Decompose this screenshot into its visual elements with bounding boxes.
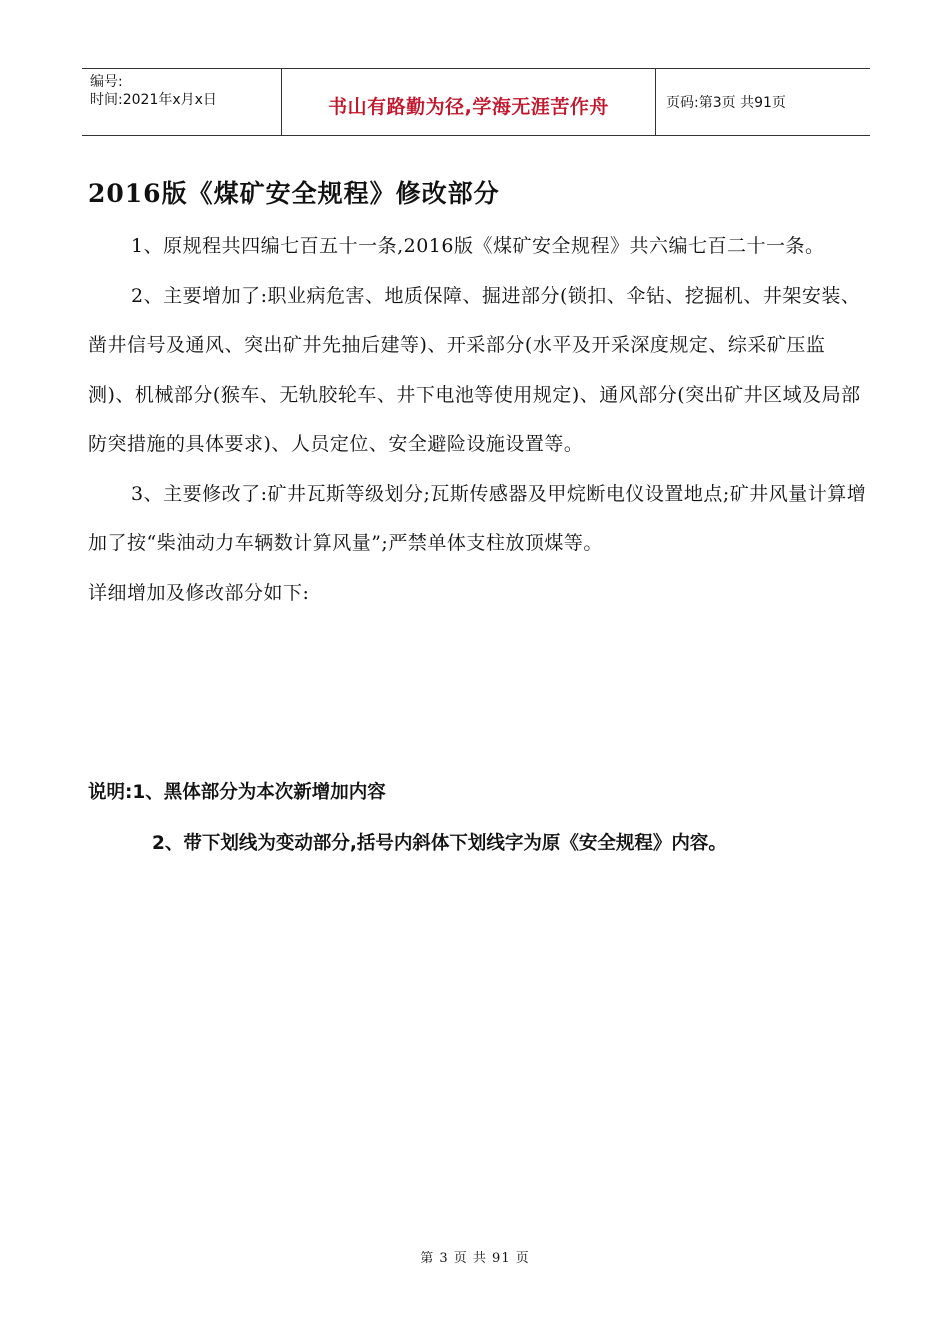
paragraph-4: 详细增加及修改部分如下: — [88, 581, 310, 604]
header-page-info: 页码:第3页 共91页 — [666, 95, 786, 111]
page-footer: 第 3 页 共 91 页 — [420, 1251, 530, 1266]
header-time: 时间:2021年x月x日 — [90, 92, 217, 108]
header-motto: 书山有路勤为径,学海无涯苦作舟 — [328, 95, 609, 118]
paragraph-3: 3、主要修改了:矿井瓦斯等级划分;瓦斯传感器及甲烷断电仪设置地点;矿井风量计算增加了按“柴油动力车辆数计算风量”;严禁单体支柱放顶煤等。 — [88, 482, 867, 554]
note-1: 说明:1、黑体部分为本次新增加内容 — [88, 782, 386, 803]
header-table — [82, 68, 870, 136]
paragraph-2: 2、主要增加了:职业病危害、地质保障、掘进部分(锁扣、伞钻、挖掘机、井架安装、凿井信号及通风、突出矿井先抽后建等)、开采部分(水平及开采深度规定、综采矿压监测)、机械部分(猴车、无轨胶轮车、井下电池等使用规定)、通风部分(突出矿井区域及局部防突措施的具体要求)、人员定位、安全避险设施设置等。 — [88, 284, 861, 455]
header-page-cell — [656, 69, 870, 135]
header-motto-cell — [282, 69, 656, 135]
header-left-cell — [82, 69, 282, 135]
document-title: 2016版《煤矿安全规程》修改部分 — [88, 179, 500, 208]
paragraph-1: 1、原规程共四编七百五十一条,2016版《煤矿安全规程》共六编七百二十一条。 — [131, 235, 825, 257]
note-2: 2、带下划线为变动部分,括号内斜体下划线字为原《安全规程》内容。 — [152, 833, 727, 854]
header-number: 编号: — [90, 74, 123, 90]
document-body — [88, 222, 868, 618]
